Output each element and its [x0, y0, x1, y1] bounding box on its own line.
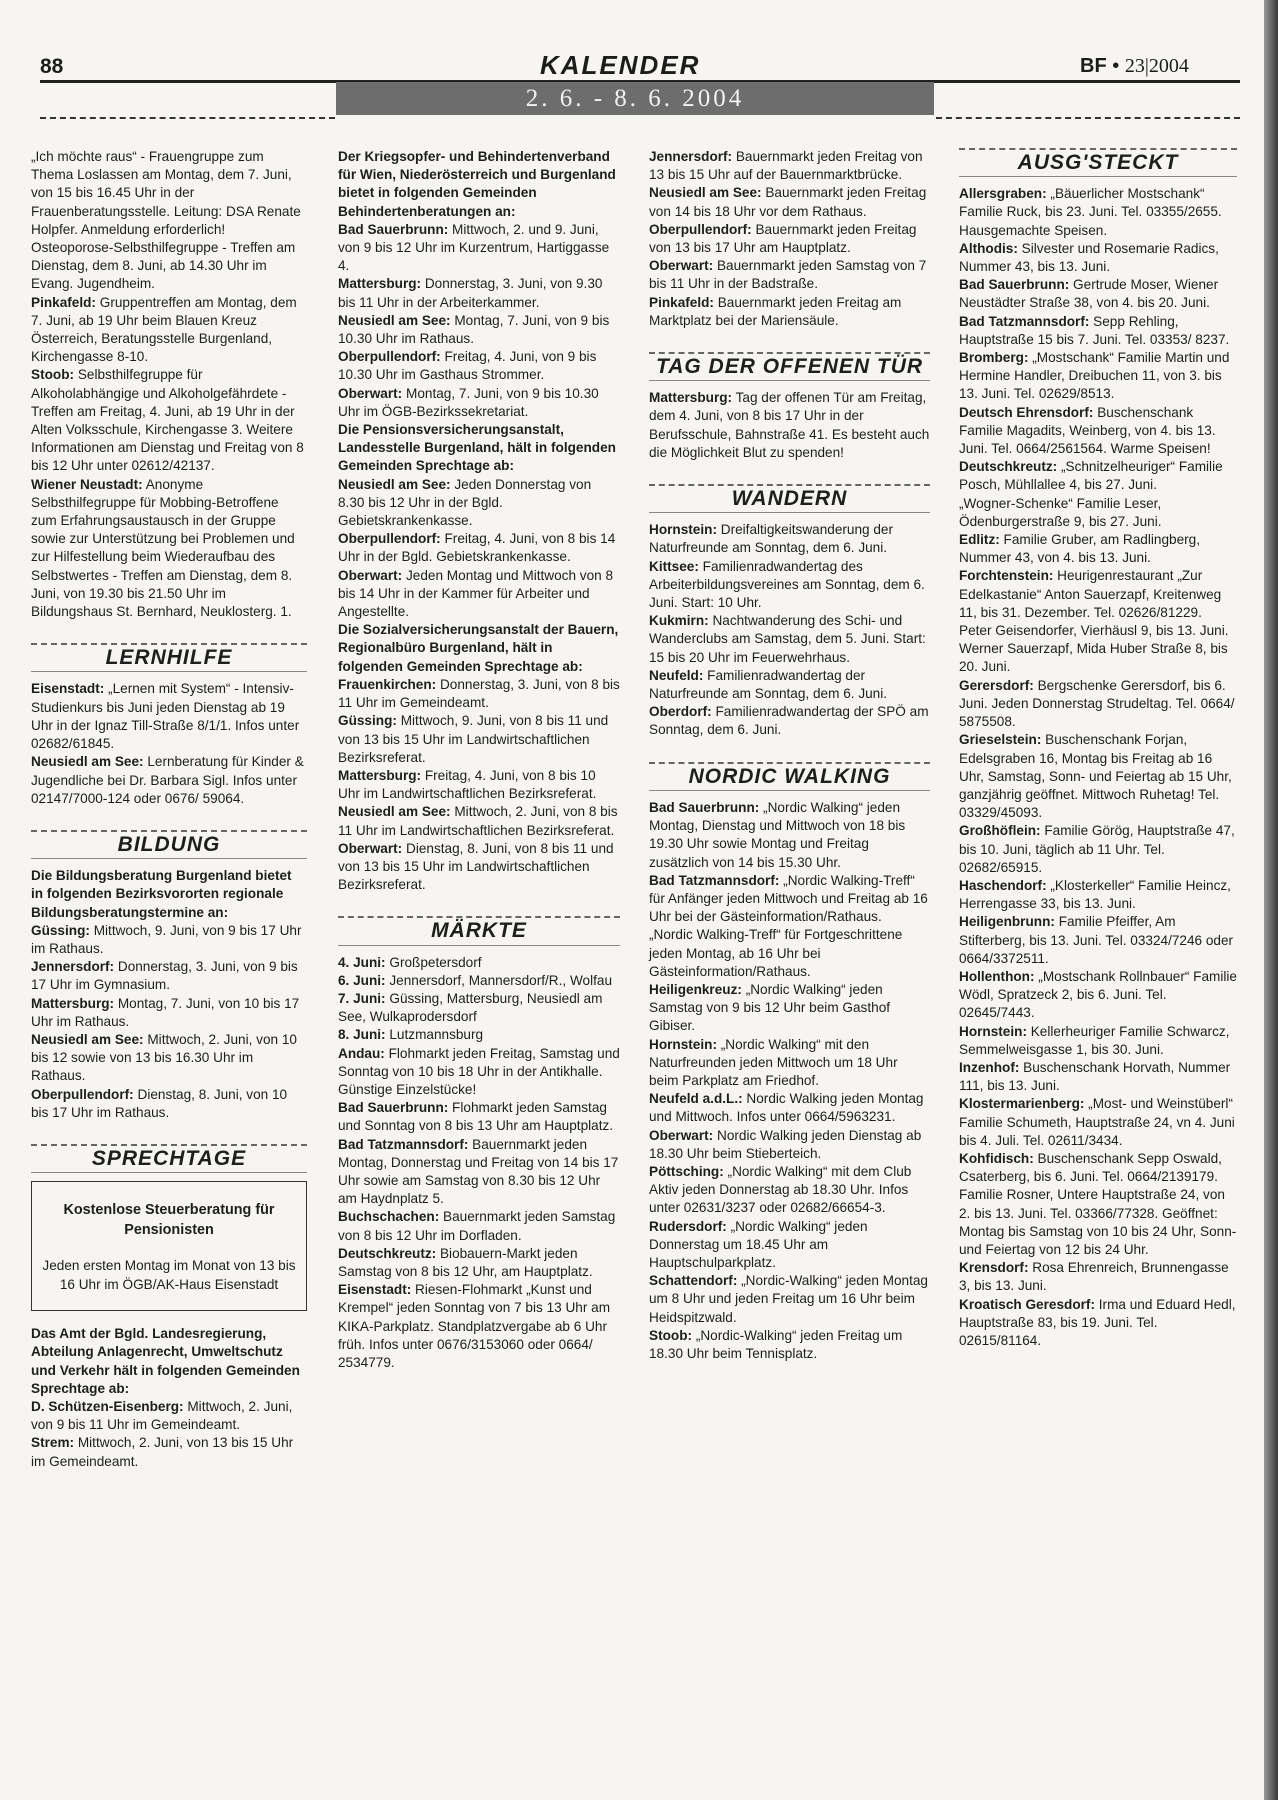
entry: [31, 239, 307, 294]
entry-place: Hornstein:: [959, 1023, 1027, 1039]
entry-text: Irma und Eduard Hedl, Hauptstraße 83, bis 19. Juni. Tel. 02615/81164.: [959, 1296, 1236, 1348]
date-range-bar: 2. 6. - 8. 6. 2004: [336, 82, 934, 115]
entry-text: Jeden Montag und Mittwoch von 8 bis 14 Uhr in der Kammer für Arbeiter und Angestellte.: [338, 567, 614, 620]
entry-text: Nachtwanderung des Schi- und Wanderclubs am Samstag, dem 5. Juni. Start: 15 bis 20 Uhr im Feuerwehrhaus.: [649, 613, 926, 665]
entry-text: Mittwoch, 2. Juni, von 8 bis 11 Uhr im Landwirtschaftlichen Bezirksreferat.: [338, 804, 618, 838]
entry-place: Eisenstadt:: [338, 1282, 412, 1298]
bildung-list: [31, 922, 307, 1122]
entry-text: Riesen-Flohmarkt „Kunst und Krempel“ jeden Sonntag von 7 bis 13 Uhr am KIKA-Parkplatz. Standplatzvergabe ab 6 Uhr früh. Infos unter 0676/3153060 oder 0664/ 2534779.: [338, 1282, 611, 1370]
entry-place: Jennersdorf:: [649, 149, 733, 164]
kob-intro: Der Kriegsopfer- und Behindertenverband für Wien, Niederösterreich und Burgenland bietet in folgenden Gemeinden Behindertenberatungen an:: [338, 149, 616, 219]
entry: [959, 567, 1237, 622]
entry-place: Mattersburg:: [649, 390, 733, 406]
entry-text: Bauernmarkt jeden Samstag von 8 bis 12 Uhr im Dorfladen.: [338, 1209, 616, 1243]
entry: [649, 872, 930, 927]
entry: [338, 530, 620, 566]
entry-text: Werner Sauerzapf, Mida Huber Straße 8, bis 20. Juni.: [959, 641, 1228, 675]
entry: [338, 954, 620, 972]
entry: [649, 612, 930, 667]
amt-intro: Das Amt der Bgld. Landesregierung, Abteilung Anlagenrecht, Umweltschutz und Verkehr hält in folgenden Gemeinden Sprechtage ab:: [31, 1326, 300, 1396]
entry-place: Oberpullendorf:: [649, 221, 752, 237]
entry-text: Dienstag, 8. Juni, von 10 bis 17 Uhr im Rathaus.: [31, 1086, 288, 1120]
entry: [649, 799, 930, 872]
entry-text: Lutzmannsburg: [385, 1027, 484, 1043]
entry-text: Mittwoch, 9. Juni, von 9 bis 17 Uhr im Rathaus.: [31, 922, 302, 956]
entry: [31, 1434, 307, 1470]
entry-text: Mittwoch, 2. Juni, von 10 bis 12 sowie von 13 bis 16.30 Uhr im Rathaus.: [31, 1031, 297, 1084]
entry: [338, 1245, 620, 1281]
entry-place: Hornstein:: [649, 1036, 717, 1052]
section-head-lernhilfe: [31, 643, 307, 672]
entry: [959, 1186, 1237, 1259]
entry: [338, 275, 620, 311]
entry-text: Silvester und Rosemarie Radics, Nummer 43, bis 13. Juni.: [959, 240, 1219, 275]
entry: [649, 667, 930, 703]
entry: [31, 922, 307, 958]
entry-text: Donnerstag, 3. Juni, von 9 bis 17 Uhr im Gymnasium.: [31, 959, 298, 993]
entry: [959, 495, 1237, 531]
entry-text: Lernberatung für Kinder & Jugendliche bei Dr. Barbara Sigl. Infos unter 02147/7000-124 oder 0676/ 59064.: [31, 754, 304, 806]
section-head-wandern: [649, 484, 930, 513]
entry-text: Flohmarkt jeden Samstag und Sonntag von 8 bis 13 Uhr am Hauptplatz.: [338, 1100, 614, 1134]
entry: [649, 558, 930, 613]
entry-text: Familienradwandertag des Arbeiterbildungsvereines am Sonntag, dem 6. Juni. Start: 10 Uhr.: [649, 558, 925, 611]
ausgsteckt-list: [959, 185, 1237, 1350]
entry-text: Anonyme Selbsthilfegruppe für Mobbing-Betroffene zum Erfahrungsaustausch in der Gruppe sowie zur Unterstützung bei Problemen und zur Hilfestellung beim Wiederaufbau des Selbstwertes - Treffen am Dienstag, dem 8. Juni, von 19.30 bis 21.50 Uhr im Bildungshaus St. Bernhard, Neuklosterg. 1.: [31, 476, 295, 620]
entry-text: Biobauern-Markt jeden Samstag von 8 bis 12 Uhr, am Hauptplatz.: [338, 1245, 593, 1279]
entry: [959, 349, 1237, 404]
entry-text: „Mostschank Rollnbauer“ Familie Wödl, Spratzeck 2, bis 6. Juni. Tel. 02645/7443.: [959, 968, 1237, 1021]
entry: [31, 1398, 307, 1434]
entry: [338, 1045, 620, 1100]
entry-text: Osteoporose-Selbsthilfegruppe - Treffen am Dienstag, dem 8. Juni, ab 14.30 Uhr im Evang. Jugendheim.: [31, 240, 296, 292]
entry-text: „Mostschank“ Familie Martin und Hermine Handler, Dreibuchen 11, von 3. bis 13. Juni. Tel. 02629/8513.: [959, 350, 1230, 402]
entry: [649, 257, 930, 293]
sva-list: [338, 676, 620, 894]
entry-text: Donnerstag, 3. Juni, von 8 bis 11 Uhr im Gemeindeamt.: [338, 676, 620, 711]
entry-text: „Nordic Walking-Treff“ für Anfänger jeden Mittwoch und Freitag ab 16 Uhr bei der Gästeinformation/Rathaus.: [649, 872, 928, 925]
entry-place: Kohfidisch:: [959, 1150, 1034, 1166]
entry-text: Mittwoch, 2. Juni, von 9 bis 11 Uhr im Gemeindeamt.: [31, 1398, 293, 1433]
entry: [959, 1296, 1237, 1351]
entry-text: „Most- und Weinstüberl“ Familie Schumeth, Hauptstraße 24, vn 4. Juni bis 4. Juli. Tel. 02611/3434.: [959, 1096, 1235, 1148]
entry-place: Mattersburg:: [31, 995, 115, 1011]
entry: [959, 276, 1237, 312]
entry-text: Familie Pfeiffer, Am Stifterberg, bis 13. Juni. Tel. 03324/7246 oder 0664/3372511.: [959, 914, 1234, 966]
nordic-list: [649, 799, 930, 1363]
entry: [649, 148, 930, 184]
entry-place: Mattersburg:: [338, 276, 422, 292]
markt-cont-list: [649, 148, 930, 330]
entry: [959, 677, 1237, 732]
entry-text: „Schnitzelheuriger“ Familie Posch, Mühllallee 4, bis 27. Juni.: [959, 459, 1223, 493]
entry-text: „Nordic Walking“ jeden Donnerstag um 18.45 Uhr am Hauptschulparkplatz.: [649, 1218, 868, 1270]
section-title-wandern: WANDERN: [731, 487, 848, 511]
entry: [31, 294, 307, 367]
page-edge: [1264, 0, 1278, 1800]
section-head-maerkte: [338, 916, 620, 945]
entry: [31, 995, 307, 1031]
entry-place: Deutsch Ehrensdorf:: [959, 404, 1094, 420]
entry: [959, 877, 1237, 913]
entry-place: Oberwart:: [338, 567, 403, 583]
entry: [959, 1023, 1237, 1059]
entry-place: Oberwart:: [338, 385, 403, 401]
entry: [31, 148, 307, 239]
entry-text: Mittwoch, 9. Juni, von 8 bis 11 und von 13 bis 15 Uhr im Landwirtschaftlichen Bezirksreferat.: [338, 713, 609, 765]
issue-number: 23: [1124, 55, 1145, 77]
entry: [959, 1150, 1237, 1186]
entry-place: Klostermarienberg:: [959, 1096, 1085, 1112]
entry-place: Jennersdorf:: [31, 959, 115, 975]
entry-text: Familie Rosner, Untere Hauptstraße 24, von 2. bis 13. Juni. Tel. 03366/77328. Geöffnet: Montag bis Samstag von 10 bis 24 Uhr, Sonn- und Feiertag von 12 bis 24 Uhr.: [959, 1187, 1237, 1257]
entry-place: Deutschkreutz:: [959, 459, 1058, 475]
entry-text: „Nordic Walking-Treff“ für Fortgeschrittene jeden Montag, ab 16 Uhr bei Gästeinformation/Rathaus.: [649, 927, 903, 979]
entry-place: Inzenhof:: [959, 1059, 1020, 1075]
section-title-nordic: NORDIC WALKING: [688, 764, 891, 788]
entry-place: Andau:: [338, 1045, 385, 1061]
entry-place: Oberpullendorf:: [31, 1086, 134, 1102]
entry-place: Neusiedl am See:: [649, 185, 762, 201]
entry: [649, 926, 930, 981]
entry: [959, 622, 1237, 640]
maerkte-list: [338, 954, 620, 1373]
entry-text: Bauernmarkt jeden Freitag von 13 bis 17 Uhr am Hauptplatz.: [649, 221, 917, 256]
entry-place: Gerersdorf:: [959, 677, 1034, 693]
entry: [338, 803, 620, 839]
entry-place: Rudersdorf:: [649, 1218, 727, 1234]
entry-place: Pinkafeld:: [649, 294, 714, 310]
entry: [959, 185, 1237, 240]
entry-place: Bad Tatzmannsdorf:: [338, 1136, 469, 1152]
entry-place: Deutschkreutz:: [338, 1245, 437, 1261]
pva-list: [338, 476, 620, 622]
entry-text: „Ich möchte raus“ - Frauengruppe zum Thema Loslassen am Montag, dem 7. Juni, von 15 bis 16.45 Uhr in der Frauenberatungsstelle. Leitung: DSA Renate Holpfer. Anmeldung erforderlich!: [31, 149, 301, 237]
entry-place: Oberdorf:: [649, 704, 712, 720]
entry-text: Familienradwandertag der SPÖ am Sonntag, dem 6. Juni.: [649, 704, 929, 738]
entry-place: Bromberg:: [959, 350, 1029, 366]
entry-place: Eisenstadt:: [31, 681, 105, 697]
column-1: [31, 148, 307, 1471]
entry-text: Buschenschank Horvath, Nummer 111, bis 13. Juni.: [959, 1059, 1231, 1094]
entry-text: „Klosterkeller“ Familie Heincz, Herrengasse 33, bis 13. Juni.: [959, 877, 1231, 912]
entry: [338, 1281, 620, 1372]
entry-text: „Nordic Walking“ jeden Montag, Dienstag und Mittwoch von 18 bis 19.30 Uhr sowie Montag und Freitag zusätzlich von 14 bis 15.30 Uhr.: [649, 799, 906, 870]
entry-text: Freitag, 4. Juni, von 8 bis 10 Uhr im Landwirtschaftlichen Bezirksreferat.: [338, 767, 597, 802]
entry-text: Nordic Walking jeden Montag und Mittwoch. Infos unter 0664/5963231.: [649, 1091, 924, 1125]
entry: [31, 680, 307, 753]
entry: [649, 184, 930, 220]
entry: [31, 1086, 307, 1122]
entry: [649, 389, 930, 462]
entry: [959, 822, 1237, 877]
entry-text: Bergschenke Gerersdorf, bis 6. Juni. Jeden Donnerstag Strudeltag. Tel. 0664/ 5875508.: [959, 677, 1235, 730]
section-head-bildung: [31, 830, 307, 859]
entry-text: Tag der offenen Tür am Freitag, dem 4. Juni, von 8 bis 17 Uhr in der Berufsschule, Bahnstraße 41. Es besteht auch die Möglichkeit Blut zu spenden!: [649, 390, 930, 460]
entry-place: Heiligenbrunn:: [959, 914, 1055, 930]
entry: [959, 968, 1237, 1023]
entry-text: „Wogner-Schenke“ Familie Leser, Ödenburgerstraße 9, bis 27. Juni.: [959, 495, 1162, 529]
section-head-tdot: [649, 352, 930, 381]
entry-place: Mattersburg:: [338, 767, 422, 783]
entry-text: Dienstag, 8. Juni, von 8 bis 11 und von 13 bis 15 Uhr im Landwirtschaftlichen Bezirksreferat.: [338, 840, 614, 893]
entry-text: Selbsthilfegruppe für Alkoholabhängige und Alkoholgefährdete - Treffen am Freitag, 4. Juni, ab 19 Uhr in der Alten Volksschule, Kirchengasse 3. Weitere Informationen am Dienstag und Freitag von 8 bis 12 Uhr unter 02612/42137.: [31, 367, 304, 474]
entry-text: Montag, 7. Juni, von 10 bis 17 Uhr im Rathaus.: [31, 995, 300, 1029]
entry-place: Wiener Neustadt:: [31, 476, 143, 492]
entry-place: Bad Sauerbrunn:: [338, 1100, 449, 1116]
entry-text: Nordic Walking jeden Dienstag ab 18.30 Uhr beim Stieberteich.: [649, 1127, 922, 1161]
entry-text: Bauernmarkt jeden Montag, Donnerstag und Freitag von 14 bis 17 Uhr sowie am Samstag von 8.30 bis 12 Uhr am Haydnplatz 5.: [338, 1136, 619, 1207]
entry-text: Kellerheuriger Familie Schwarcz, Semmelweisgasse 1, bis 30. Juni.: [959, 1023, 1230, 1057]
entry: [649, 294, 930, 330]
entry: [959, 1259, 1237, 1295]
entry-place: Oberwart:: [338, 840, 403, 856]
entry-text: „Bäuerlicher Mostschank“ Familie Ruck, bis 23. Juni. Tel. 03355/2655. Hausgemachte Speisen.: [959, 186, 1222, 238]
entry: [338, 1208, 620, 1244]
page-number: 88: [40, 55, 64, 78]
issue-year: 2004: [1148, 55, 1189, 77]
entry-text: „Nordic Walking“ mit dem Club Aktiv jeden Donnerstag ab 18.30 Uhr. Infos unter 02631/3237 oder 02682/66654-3.: [649, 1163, 912, 1216]
entry-text: Buschenschank Forjan, Edelsgraben 16, Montag bis Freitag ab 16 Uhr, Samstag, Sonn- und Feiertag ab 15 Uhr, ganzjährig geöffnet. Mittwoch Ruhetag! Tel. 03329/45093.: [959, 732, 1232, 821]
header-dashline-left: [40, 117, 335, 119]
entry: [31, 1031, 307, 1086]
entry-place: Bad Sauerbrunn:: [959, 277, 1070, 293]
entry-text: Großpetersdorf: [385, 954, 482, 970]
entry-place: Kukmirn:: [649, 613, 709, 629]
entry-text: Gertrude Moser, Wiener Neustädter Straße 38, von 4. bis 20. Juni.: [959, 277, 1219, 311]
entry-place: 7. Juni:: [338, 990, 386, 1006]
entry-text: Bauernmarkt jeden Freitag am Marktplatz bei der Mariensäule.: [649, 294, 902, 328]
section-head-ausgsteckt: [959, 148, 1237, 177]
entry: [959, 1059, 1237, 1095]
entry-text: „Nordic Walking“ mit den Naturfreunden jeden Mittwoch um 18 Uhr beim Parkplatz am Friedhof.: [649, 1036, 898, 1088]
entry-text: Rosa Ehrenreich, Brunnengasse 3, bis 13. Juni.: [959, 1260, 1229, 1294]
entry: [338, 312, 620, 348]
entry: [649, 1272, 930, 1327]
issue-label: BF • 23|2004: [1080, 55, 1189, 77]
entry: [649, 1163, 930, 1218]
entry-text: Montag, 7. Juni, von 9 bis 10.30 Uhr im ÖGB-Bezirkssekretariat.: [338, 385, 599, 419]
entry-text: Jennersdorf, Mannersdorf/R., Wolfau: [385, 972, 613, 988]
entry: [338, 972, 620, 990]
section-title-tdot: TAG DER OFFENEN TÜR: [655, 355, 924, 379]
entry: [649, 981, 930, 1036]
entry: [649, 221, 930, 257]
entry-text: Familie Gruber, am Radlingberg, Nummer 43, von 4. bis 13. Juni.: [959, 532, 1200, 566]
amt-list: [31, 1398, 307, 1471]
entry: [31, 476, 307, 622]
entry-text: Mittwoch, 2. Juni, von 13 bis 15 Uhr im Gemeindeamt.: [31, 1435, 294, 1469]
entry: [959, 731, 1237, 822]
entry: [338, 990, 620, 1026]
entry: [338, 1026, 620, 1044]
entry-place: Edlitz:: [959, 532, 1000, 548]
entry-text: Flohmarkt jeden Freitag, Samstag und Sonntag von 10 bis 18 Uhr in der Antikhalle. Günstige Einzelstücke!: [338, 1045, 620, 1097]
entry: [649, 1090, 930, 1126]
entry-place: 8. Juni:: [338, 1027, 386, 1043]
entry-text: Familie Görög, Hauptstraße 47, bis 10. Juni, täglich ab 11 Uhr. Tel. 02682/65915.: [959, 823, 1235, 875]
section-title-maerkte: MÄRKTE: [431, 919, 527, 943]
entry-place: Pöttsching:: [649, 1163, 724, 1179]
entry-text: „Nordic-Walking“ jeden Montag um 8 Uhr und jeden Freitag um 16 Uhr beim Heidspitzwald.: [649, 1273, 928, 1325]
entry-text: Montag, 7. Juni, von 9 bis 10.30 Uhr im Rathaus.: [338, 312, 610, 347]
entry-place: Althodis:: [959, 240, 1018, 256]
entry: [959, 531, 1237, 567]
entry-place: Hornstein:: [649, 522, 717, 538]
entry-place: Bad Sauerbrunn:: [649, 799, 760, 815]
entry-place: 6. Juni:: [338, 972, 386, 988]
header-dashline-right: [936, 117, 1240, 119]
entry: [338, 476, 620, 531]
entry: [649, 1327, 930, 1363]
entry: [338, 1136, 620, 1209]
entry: [959, 313, 1237, 349]
entry-place: Krensdorf:: [959, 1260, 1029, 1276]
box-body: Jeden ersten Montag im Monat von 13 bis 16 Uhr im ÖGB/AK-Haus Eisenstadt: [42, 1258, 296, 1293]
entry: [338, 385, 620, 421]
entry: [959, 913, 1237, 968]
entry: [338, 767, 620, 803]
entry-text: Buschenschank Familie Magadits, Weinberg, von 4. bis 13. Juni. Tel. 0664/2561564. Warme Speisen!: [959, 404, 1216, 457]
entry-place: Buchschachen:: [338, 1209, 440, 1225]
entry-place: Grieselstein:: [959, 732, 1042, 748]
entry-place: Haschendorf:: [959, 877, 1047, 893]
tdot-list: [649, 389, 930, 462]
entry: [338, 1099, 620, 1135]
entry: [31, 958, 307, 994]
entry-place: Bad Tatzmannsdorf:: [959, 313, 1090, 329]
pva-intro: Die Pensionsversicherungsanstalt, Landesstelle Burgenland, hält in folgenden Gemeinden Sprechtage ab:: [338, 422, 616, 474]
section-title-sprechtage: SPRECHTAGE: [91, 1146, 247, 1170]
entry-place: Stoob:: [31, 367, 75, 383]
entry: [338, 840, 620, 895]
entry-place: Forchtenstein:: [959, 568, 1054, 584]
sva-intro: Die Sozialversicherungsanstalt der Bauern, Regionalbüro Burgenland, hält in folgenden Gemeinden Sprechtage ab:: [338, 622, 619, 674]
entry: [959, 240, 1237, 276]
entry-text: Freitag, 4. Juni, von 9 bis 10.30 Uhr im Gasthaus Strommer.: [338, 349, 597, 383]
entry-text: Gruppentreffen am Montag, dem 7. Juni, ab 19 Uhr beim Blauen Kreuz Österreich, Beratungsstelle Burgenland, Kirchengasse 8-10.: [31, 294, 297, 365]
entry-place: Oberpullendorf:: [338, 531, 441, 547]
entry-place: Bad Tatzmannsdorf:: [649, 872, 780, 888]
column-3: [649, 148, 930, 1363]
entry-text: „Nordic Walking“ jeden Samstag von 9 bis 12 Uhr beim Gasthof Gibiser.: [649, 981, 891, 1034]
entry: [649, 1127, 930, 1163]
entry: [338, 676, 620, 712]
intro-list: [31, 148, 307, 621]
entry: [338, 567, 620, 622]
entry: [959, 640, 1237, 676]
entry-text: Peter Geisendorfer, Vierhäusl 9, bis 13. Juni.: [959, 623, 1229, 639]
entry-place: Neusiedl am See:: [338, 804, 451, 820]
entry-text: Bauernmarkt jeden Freitag von 13 bis 15 Uhr auf der Bauernmarktbrücke.: [649, 149, 923, 183]
magazine-name: BF: [1080, 55, 1107, 77]
entry-place: Pinkafeld:: [31, 294, 96, 310]
entry-place: Güssing:: [31, 922, 90, 938]
entry-place: Kroatisch Geresdorf:: [959, 1296, 1095, 1312]
entry-text: Bauernmarkt jeden Freitag von 14 bis 18 Uhr vor dem Rathaus.: [649, 185, 927, 219]
section-title-lernhilfe: LERNHILFE: [105, 646, 233, 670]
entry: [338, 348, 620, 384]
entry-place: Neusiedl am See:: [31, 1031, 144, 1047]
column-4: [959, 148, 1237, 1350]
entry: [31, 753, 307, 808]
section-title: KALENDER: [540, 50, 701, 80]
entry: [338, 221, 620, 276]
entry-place: Hollenthon:: [959, 968, 1035, 984]
entry-place: D. Schützen-Eisenberg:: [31, 1398, 184, 1414]
section-head-nordic: [649, 762, 930, 791]
entry-place: Oberwart:: [649, 1127, 714, 1143]
entry-text: „Nordic-Walking“ jeden Freitag um 18.30 Uhr beim Tennisplatz.: [649, 1327, 903, 1361]
column-2: [338, 148, 620, 1372]
bildung-intro: Die Bildungsberatung Burgenland bietet in folgenden Bezirksvororten regionale Bildungsberatungstermine an:: [31, 868, 292, 920]
entry-text: Güssing, Mattersburg, Neusiedl am See, Wulkaprodersdorf: [338, 990, 603, 1025]
entry-text: Buschenschank Sepp Oswald, Csaterberg, bis 6. Juni. Tel. 0664/2139179.: [959, 1150, 1222, 1185]
entry-place: Neufeld a.d.L.:: [649, 1091, 743, 1107]
entry-place: Bad Sauerbrunn:: [338, 221, 449, 237]
entry-place: Schattendorf:: [649, 1273, 738, 1289]
entry: [338, 712, 620, 767]
entry-place: Neusiedl am See:: [338, 312, 451, 328]
entry-place: Oberwart:: [649, 258, 714, 274]
entry: [649, 703, 930, 739]
section-title-ausgsteckt: AUSG'STECKT: [1017, 151, 1179, 174]
steuerberatung-box: [31, 1181, 307, 1311]
entry-text: Heurigenrestaurant „Zur Edelkastanie“ Anton Sauerzapf, Kreitenweg 11, bis 31. Dezember. Tel. 02626/81229.: [959, 568, 1222, 620]
entry: [959, 404, 1237, 459]
entry-place: Oberpullendorf:: [338, 349, 441, 365]
bullet: •: [1112, 55, 1120, 77]
entry-place: Stoob:: [649, 1327, 693, 1343]
entry-text: Freitag, 4. Juni, von 8 bis 14 Uhr in der Bgld. Gebietskrankenkasse.: [338, 531, 616, 565]
section-title-bildung: BILDUNG: [117, 832, 221, 856]
entry-place: Güssing:: [338, 713, 397, 729]
lernhilfe-list: [31, 680, 307, 807]
entry-place: Frauenkirchen:: [338, 676, 437, 692]
entry: [649, 1036, 930, 1091]
entry-place: Großhöflein:: [959, 823, 1041, 839]
box-title: Kostenlose Steuerberatung für Pensionisten: [63, 1202, 275, 1239]
entry-place: Neusiedl am See:: [31, 754, 144, 770]
entry-text: „Lernen mit System“ - Intensiv-Studienkurs bis Juni jeden Dienstag ab 19 Uhr in der Ignaz Till-Straße 8/1/1. Infos unter 02682/61845.: [31, 681, 300, 752]
entry: [649, 521, 930, 557]
entry-place: Strem:: [31, 1435, 75, 1451]
entry-text: Donnerstag, 3. Juni, von 9.30 bis 11 Uhr in der Arbeiterkammer.: [338, 276, 603, 310]
entry-place: Neusiedl am See:: [338, 476, 451, 492]
entry-text: Familienradwandertag der Naturfreunde am Sonntag, dem 6. Juni.: [649, 667, 888, 702]
kob-list: [338, 221, 620, 421]
entry-place: Allersgraben:: [959, 186, 1047, 202]
entry-place: Heiligenkreuz:: [649, 981, 742, 997]
entry-place: Kittsee:: [649, 558, 699, 574]
entry-text: Mittwoch, 2. und 9. Juni, von 9 bis 12 Uhr im Kurzentrum, Hartiggasse 4.: [338, 221, 610, 274]
entry-place: 4. Juni:: [338, 954, 386, 970]
entry-text: Bauernmarkt jeden Samstag von 7 bis 11 Uhr in der Badstraße.: [649, 258, 927, 292]
entry-text: Dreifaltigkeitswanderung der Naturfreunde am Sonntag, dem 6. Juni.: [649, 522, 894, 556]
wandern-list: [649, 521, 930, 739]
entry-text: Jeden Donnerstag von 8.30 bis 12 Uhr in der Bgld. Gebietskrankenkasse.: [338, 476, 592, 529]
entry: [959, 1095, 1237, 1150]
entry: [649, 1218, 930, 1273]
section-head-sprechtage: [31, 1144, 307, 1173]
entry-text: Sepp Rehling, Hauptstraße 15 bis 7. Juni. Tel. 03353/ 8237.: [959, 313, 1230, 347]
entry-place: Neufeld:: [649, 667, 704, 683]
entry: [31, 366, 307, 475]
entry: [959, 458, 1237, 494]
